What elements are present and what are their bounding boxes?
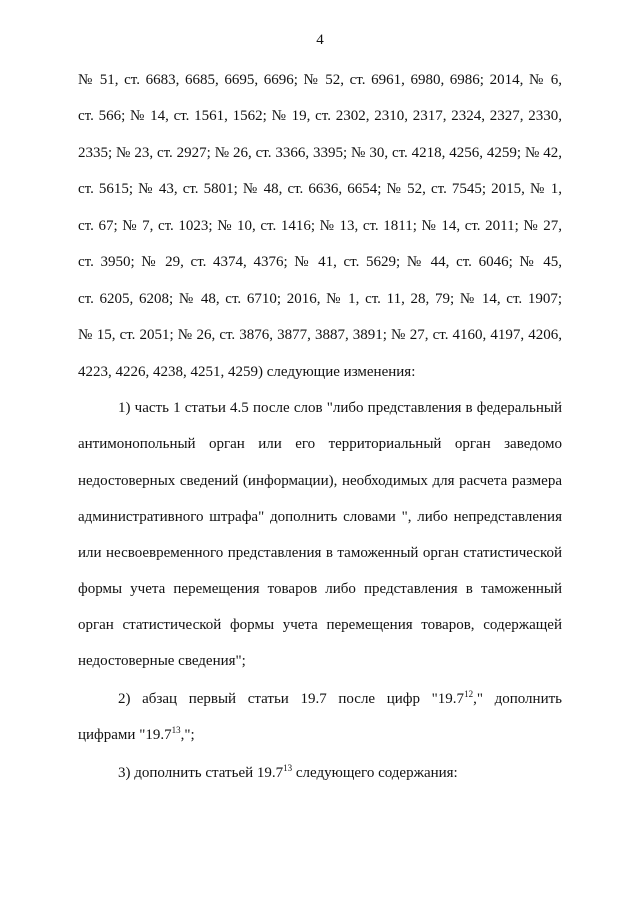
- citation-line: ст. 6205, 6208; № 48, ст. 6710; 2016, № 1, ст. 11, 28, 79; № 14, ст. 1907;: [78, 291, 562, 307]
- item-1-line: орган статистической формы учета перемещения товаров, содержащей: [78, 617, 562, 633]
- superscript: 13: [171, 725, 181, 735]
- citation-line: ст. 566; № 14, ст. 1561, 1562; № 19, ст. 2302, 2310, 2317, 2324, 2327, 2330,: [78, 108, 562, 124]
- item-2-text-b: ," дополнить: [473, 691, 562, 707]
- citation-line: 2335; № 23, ст. 2927; № 26, ст. 3366, 3395; № 30, ст. 4218, 4256, 4259; № 42,: [78, 145, 562, 161]
- item-2-text-d: ,";: [180, 727, 195, 743]
- item-3-text-a: 3) дополнить статьей 19.7: [118, 765, 284, 781]
- citation-line: ст. 3950; № 29, ст. 4374, 4376; № 41, ст. 5629; № 44, ст. 6046; № 45,: [78, 254, 562, 270]
- item-3-text-b: следующего содержания:: [292, 765, 458, 781]
- item-3-line: [118, 763, 562, 783]
- item-1-line: административного штрафа" дополнить словами ", либо непредставления: [78, 509, 562, 525]
- item-1-line: недостоверных сведений (информации), необходимых для расчета размера: [78, 473, 562, 489]
- citation-line: ст. 67; № 7, ст. 1023; № 10, ст. 1416; № 13, ст. 1811; № 14, ст. 2011; № 27,: [78, 218, 562, 234]
- item-1-line: или несвоевременного представления в таможенный орган статистической: [78, 545, 562, 561]
- item-1-line: недостоверные сведения";: [78, 653, 246, 669]
- citation-line: № 15, ст. 2051; № 26, ст. 3876, 3877, 3887, 3891; № 27, ст. 4160, 4197, 4206,: [78, 327, 562, 343]
- item-1-line: формы учета перемещения товаров либо представления в таможенный: [78, 581, 562, 597]
- page-number: 4: [316, 32, 324, 48]
- item-2-text-c: цифрами "19.7: [78, 727, 172, 743]
- citation-line: № 51, ст. 6683, 6685, 6695, 6696; № 52, ст. 6961, 6980, 6986; 2014, № 6,: [78, 72, 562, 88]
- superscript: 13: [283, 763, 293, 773]
- item-2-line-2: [78, 725, 562, 745]
- item-2-text-a: 2) абзац первый статьи 19.7 после цифр "19.7: [118, 691, 465, 707]
- citation-line: 4223, 4226, 4238, 4251, 4259) следующие изменения:: [78, 364, 416, 380]
- citation-line: ст. 5615; № 43, ст. 5801; № 48, ст. 6636, 6654; № 52, ст. 7545; 2015, № 1,: [78, 181, 562, 197]
- item-1-line: антимонопольный орган или его территориальный орган заведомо: [78, 436, 562, 452]
- item-2-line-1: [118, 689, 562, 709]
- item-1-line: 1) часть 1 статьи 4.5 после слов "либо представления в федеральный: [118, 400, 562, 416]
- superscript: 12: [464, 689, 474, 699]
